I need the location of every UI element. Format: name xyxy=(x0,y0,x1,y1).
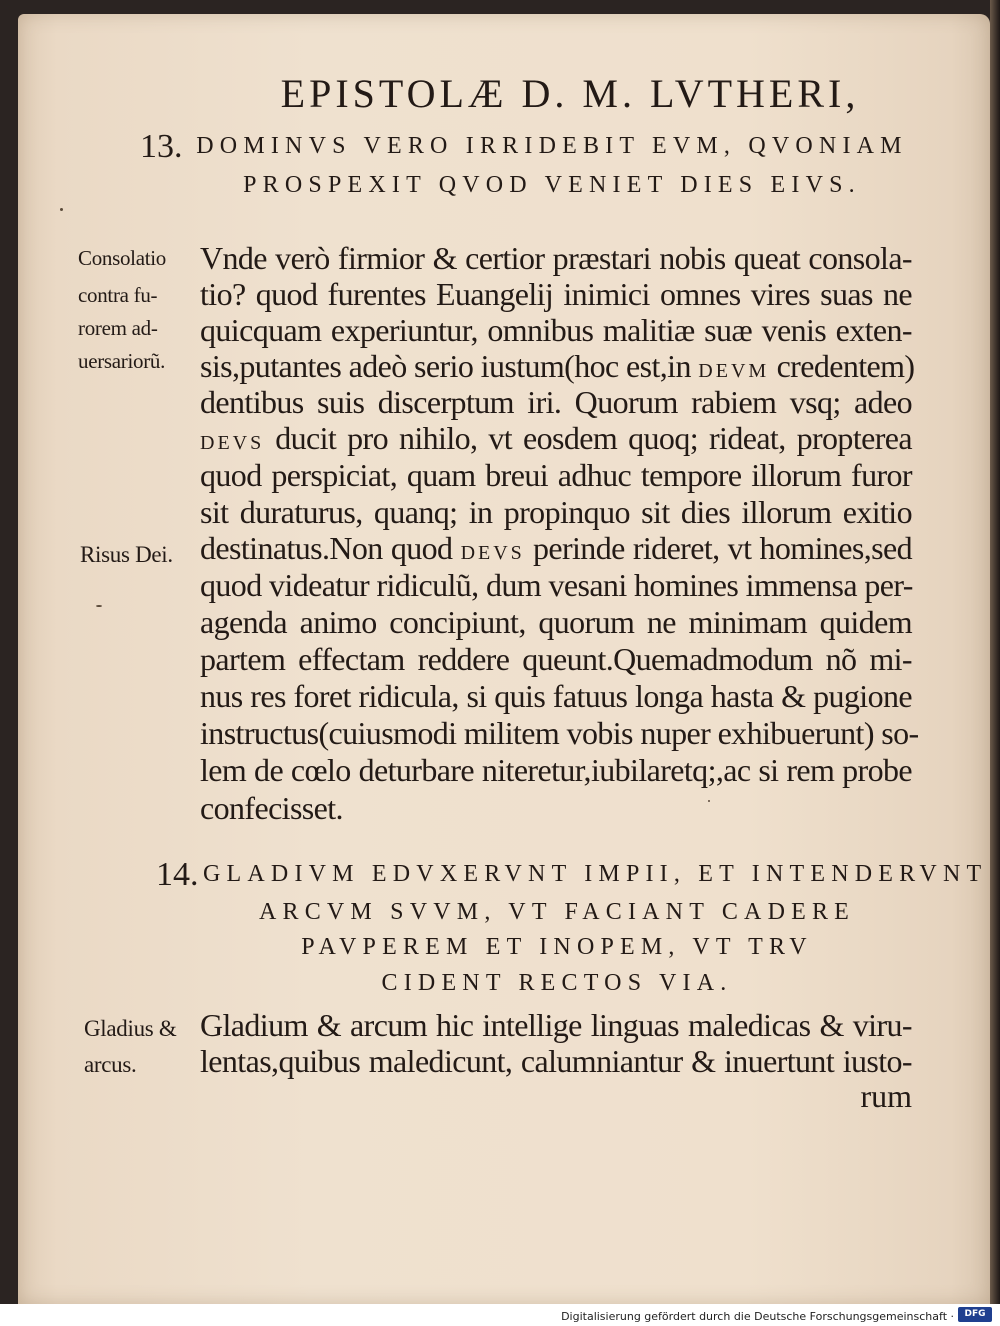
small-caps-word: DEVS xyxy=(460,542,525,564)
text-line: nus res foret ridicula, si quis fatuus longa hasta & pugione xyxy=(200,678,912,714)
text-line: quod perspiciat, quam breui adhuc tempore illorum furor xyxy=(200,457,912,493)
verse-number: 14. xyxy=(156,856,199,893)
text-line: lentas,quibus maledicunt, calumniantur & inuertunt iusto- xyxy=(200,1043,912,1079)
text-segment: perinde rideret, vt homines,sed xyxy=(524,530,912,566)
text-line xyxy=(200,530,912,572)
text-line: Gladium & arcum hic intellige linguas maledicas & viru- xyxy=(200,1007,912,1043)
text-line: tio? quod furentes Euangelij inimici omnes vires suas ne xyxy=(200,276,912,312)
margin-note-line: contra fu- xyxy=(78,283,158,307)
dfg-logo: DFG xyxy=(958,1307,992,1322)
verse-number: 13. xyxy=(140,128,183,165)
text-segment: destinatus.Non quod xyxy=(200,530,461,566)
catchword: rum xyxy=(860,1078,912,1114)
margin-note-line: arcus. xyxy=(84,1052,137,1077)
small-caps-word: DEVS xyxy=(200,432,265,454)
text-line: sit duraturus, quanq; in propinquo sit dies illorum exitio xyxy=(200,494,912,530)
text-line: confecisset. xyxy=(200,790,343,826)
verse-line: GLADIVM EDVXERVNT IMPII, ET INTENDERVNT xyxy=(203,861,988,887)
page-edge-shadow xyxy=(990,0,1000,1304)
text-segment: ducit pro nihilo, vt eosdem quoq; rideat, propterea xyxy=(264,420,912,456)
running-head: EPISTOLÆ D. M. LVTHERI, xyxy=(280,71,860,116)
verse-line: DOMINVS VERO IRRIDEBIT EVM, QVONIAM xyxy=(196,133,908,159)
text-line: Vnde verò firmior & certior præstari nobis queat consola- xyxy=(200,240,912,276)
verse-line: PAVPEREM ET INOPEM, VT TRV xyxy=(301,934,813,960)
margin-note-line: uersariorũ. xyxy=(78,349,166,373)
text-line xyxy=(200,420,912,462)
ink-speck xyxy=(60,208,63,211)
funding-credit: Digitalisierung gefördert durch die Deutsche Forschungsgemeinschaft · xyxy=(561,1310,954,1323)
text-segment: sis,putantes adeò serio iustum(hoc est,in xyxy=(200,348,699,384)
text-line: lem de cœlo deturbare niteretur,iubilaretq;,ac si rem probe xyxy=(200,752,912,788)
text-line: partem effectam reddere queunt.Quemadmodum nõ mi- xyxy=(200,641,912,677)
verse-line: ARCVM SVVM, VT FACIANT CADERE xyxy=(258,899,856,925)
verse-line: PROSPEXIT QVOD VENIET DIES EIVS. xyxy=(243,172,861,198)
text-line: instructus(cuiusmodi militem vobis nuper exhibuerunt) so- xyxy=(200,715,919,751)
ink-speck xyxy=(96,605,102,607)
verse-line: CIDENT RECTOS VIA. xyxy=(381,970,733,996)
margin-note-line: rorem ad- xyxy=(78,316,158,340)
margin-note-risus: Risus Dei. xyxy=(80,542,173,567)
text-line: quod videatur ridiculũ, dum vesani homines immensa per- xyxy=(200,567,913,603)
text-line: agenda animo concipiunt, quorum ne minimam quidem xyxy=(200,604,912,640)
text-segment: credentem) xyxy=(769,348,915,384)
text-line: dentibus suis discerptum iri. Quorum rabiem vsq; adeo xyxy=(200,384,912,420)
small-caps-word: DEVM xyxy=(698,360,770,382)
margin-note-line: Gladius & xyxy=(84,1016,177,1041)
margin-note-line: Consolatio xyxy=(78,246,167,270)
text-line: quicquam experiuntur, omnibus malitiæ suæ venis exten- xyxy=(200,312,912,348)
